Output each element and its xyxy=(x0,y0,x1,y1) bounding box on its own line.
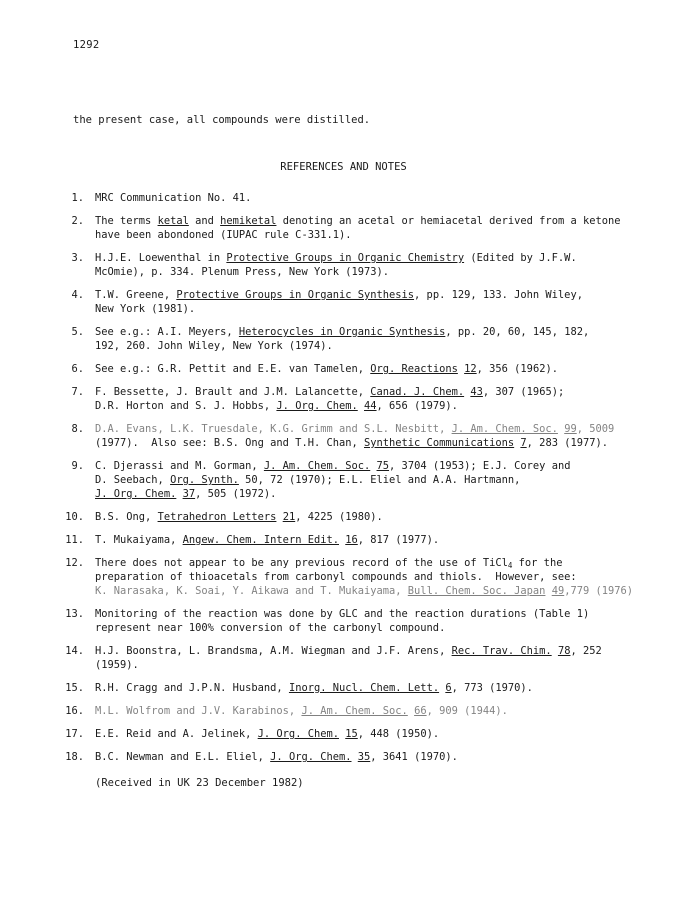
reference-text: , 3641 (1970). xyxy=(370,751,458,763)
citation-underlined-text: Protective Groups in Organic Chemistry xyxy=(226,252,465,264)
citation-underlined-text: Org. Synth. xyxy=(170,474,239,486)
citation-underlined-text: 15 xyxy=(345,728,358,740)
reference-number: 5. xyxy=(71,326,84,338)
reference-text: , 307 (1965); xyxy=(482,386,565,398)
reference-item xyxy=(58,459,648,501)
reference-text: B.S. Ong, xyxy=(95,511,158,523)
reference-item xyxy=(58,681,648,695)
reference-line xyxy=(95,704,648,718)
reference-text: , 5009 xyxy=(576,423,615,435)
reference-text: , 909 (1944). xyxy=(426,705,508,717)
citation-underlined-text: Org. Reactions xyxy=(370,363,458,375)
reference-line xyxy=(95,658,648,672)
reference-text: McOmie), p. 334. Plenum Press, New York (1973). xyxy=(95,266,390,278)
reference-number: 8. xyxy=(71,423,84,435)
reference-text: Monitoring of the reaction was done by GLC and the reaction durations (Table 1) xyxy=(95,608,590,620)
reference-text: 192, 260. John Wiley, New York (1974). xyxy=(95,340,333,352)
reference-text: , 252 xyxy=(570,645,602,657)
reference-text: (1977). Also see: B.S. Ong and T.H. Chan, xyxy=(95,437,364,449)
reference-line xyxy=(95,556,648,570)
citation-underlined-text: 6 xyxy=(445,682,452,694)
reference-text: have been abondoned (IUPAC rule C-331.1). xyxy=(95,229,352,241)
reference-number: 15. xyxy=(65,682,84,694)
reference-number: 10. xyxy=(65,511,84,523)
reference-item xyxy=(58,607,648,635)
reference-text: D. Seebach, xyxy=(95,474,171,486)
reference-number: 17. xyxy=(65,728,84,740)
reference-item xyxy=(58,556,648,598)
reference-text: T. Mukaiyama, xyxy=(95,534,183,546)
reference-text: New York (1981). xyxy=(95,303,196,315)
citation-underlined-text: J. Am. Chem. Soc. xyxy=(301,705,408,717)
citation-underlined-text: 21 xyxy=(282,511,296,523)
reference-text: H.J.E. Loewenthal in xyxy=(95,252,227,264)
reference-text: , 283 (1977). xyxy=(526,437,608,449)
reference-line xyxy=(95,621,648,635)
reference-number: 4. xyxy=(71,289,84,301)
reference-text: , 448 (1950). xyxy=(357,728,440,740)
reference-line xyxy=(95,325,648,339)
reference-text: T.W. Greene, xyxy=(95,289,177,301)
reference-text: See e.g.: G.R. Pettit and E.E. van Tamelen, xyxy=(95,363,371,375)
reference-line xyxy=(95,570,648,584)
reference-number: 7. xyxy=(71,386,84,398)
citation-underlined-text: Canad. J. Chem. xyxy=(370,386,465,398)
reference-number: 12. xyxy=(65,557,84,569)
reference-text: , 505 (1972). xyxy=(195,488,277,500)
reference-line xyxy=(95,487,648,501)
citation-underlined-text: 16 xyxy=(345,534,358,546)
reference-line xyxy=(95,362,648,376)
citation-underlined-text: 37 xyxy=(182,488,196,500)
reference-line xyxy=(95,533,648,547)
citation-underlined-text: 66 xyxy=(414,705,427,717)
reference-text: E.E. Reid and A. Jelinek, xyxy=(95,728,258,740)
citation-underlined-text: Angew. Chem. Intern Edit. xyxy=(182,534,339,546)
reference-line xyxy=(95,422,648,436)
reference-line xyxy=(95,436,648,450)
subscript-text: 4 xyxy=(507,561,513,570)
citation-underlined-text: 78 xyxy=(557,645,571,657)
reference-text: 50, 72 (1970); E.L. Eliel and A.A. Hartmann, xyxy=(238,474,521,486)
reference-item xyxy=(58,362,648,376)
received-note: (Received in UK 23 December 1982) xyxy=(95,777,304,789)
reference-item xyxy=(58,644,648,672)
citation-underlined-text: ketal xyxy=(157,215,189,227)
reference-number: 13. xyxy=(65,608,84,620)
reference-text: K. Narasaka, K. Soai, Y. Aikawa and T. Mukaiyama, xyxy=(95,585,408,597)
reference-text: R.H. Cragg and J.P.N. Husband, xyxy=(95,682,289,694)
citation-underlined-text: 35 xyxy=(357,751,371,763)
reference-line xyxy=(95,385,648,399)
reference-text: H.J. Boonstra, L. Brandsma, A.M. Wiegman and J.F. Arens, xyxy=(95,645,452,657)
reference-line xyxy=(95,607,648,621)
citation-underlined-text: J. Org. Chem. xyxy=(257,728,339,740)
reference-line xyxy=(95,644,648,658)
citation-underlined-text: J. Org. Chem. xyxy=(276,400,358,412)
citation-underlined-text: Heterocycles in Organic Synthesis xyxy=(238,326,446,338)
reference-item xyxy=(58,288,648,316)
reference-line xyxy=(95,727,648,741)
citation-underlined-text: J. Am. Chem. Soc. xyxy=(263,460,371,472)
reference-line xyxy=(95,681,648,695)
reference-line xyxy=(95,288,648,302)
reference-text: (Edited by J.F.W. xyxy=(464,252,577,264)
reference-number: 14. xyxy=(65,645,84,657)
reference-text: , 4225 (1980). xyxy=(295,511,383,523)
page-number: 1292 xyxy=(73,39,100,51)
citation-underlined-text: J. Am. Chem. Soc. xyxy=(451,423,558,435)
citation-underlined-text: 75 xyxy=(376,460,390,472)
reference-text: denoting an acetal or hemiacetal derived from a ketone xyxy=(276,215,621,227)
reference-text: , 3704 (1953); E.J. Corey and xyxy=(389,460,571,472)
reference-line xyxy=(95,459,648,473)
citation-underlined-text: Bull. Chem. Soc. Japan xyxy=(407,585,546,597)
reference-text: M.L. Wolfrom and J.V. Karabinos, xyxy=(95,705,302,717)
reference-number: 2. xyxy=(71,215,84,227)
reference-text: See e.g.: A.I. Meyers, xyxy=(95,326,239,338)
citation-underlined-text: 99 xyxy=(564,423,577,435)
reference-line xyxy=(95,214,648,228)
citation-underlined-text: Protective Groups in Organic Synthesis xyxy=(176,289,415,301)
reference-text: F. Bessette, J. Brault and J.M. Lalancette, xyxy=(95,386,371,398)
reference-item xyxy=(58,510,648,524)
reference-text: represent near 100% conversion of the carbonyl compound. xyxy=(95,622,446,634)
citation-underlined-text: Synthetic Communications xyxy=(364,437,515,449)
reference-item xyxy=(58,251,648,279)
citation-underlined-text: 7 xyxy=(520,437,527,449)
reference-number: 18. xyxy=(65,751,84,763)
references-heading: REFERENCES AND NOTES xyxy=(280,161,407,173)
reference-text: , 356 (1962). xyxy=(476,363,558,375)
reference-line xyxy=(95,251,648,265)
citation-underlined-text: Rec. Trav. Chim. xyxy=(451,645,552,657)
reference-item xyxy=(58,704,648,718)
citation-underlined-text: 44 xyxy=(364,400,377,412)
reference-number: 9. xyxy=(71,460,84,472)
reference-line xyxy=(95,584,648,598)
citation-underlined-text: Inorg. Nucl. Chem. Lett. xyxy=(288,682,440,694)
citation-underlined-text: 43 xyxy=(470,386,483,398)
reference-number: 11. xyxy=(65,534,84,546)
reference-line xyxy=(95,265,648,279)
reference-text: The terms xyxy=(95,215,158,227)
reference-line xyxy=(95,302,648,316)
citation-underlined-text: 49 xyxy=(551,585,565,597)
reference-number: 6. xyxy=(71,363,84,375)
reference-item xyxy=(58,191,648,205)
reference-line xyxy=(95,473,648,487)
citation-underlined-text: Tetrahedron Letters xyxy=(157,511,277,523)
reference-item xyxy=(58,325,648,353)
reference-text: preparation of thioacetals from carbonyl compounds and thiols. However, see: xyxy=(95,571,577,583)
reference-list xyxy=(58,191,648,764)
reference-text: for the xyxy=(512,557,563,569)
reference-item xyxy=(58,214,648,242)
reference-text: , pp. 129, 133. John Wiley, xyxy=(414,289,583,301)
reference-line xyxy=(95,510,648,524)
reference-text: MRC Communication No. 41. xyxy=(95,192,252,204)
reference-text: , 817 (1977). xyxy=(357,534,440,546)
reference-text: ,779 (1976) xyxy=(564,585,634,597)
citation-underlined-text: 12 xyxy=(464,363,477,375)
reference-text: C. Djerassi and M. Gorman, xyxy=(95,460,264,472)
reference-item xyxy=(58,385,648,413)
reference-line xyxy=(95,339,648,353)
lead-text: the present case, all compounds were distilled. xyxy=(73,114,371,126)
reference-line xyxy=(95,399,648,413)
reference-text: , pp. 20, 60, 145, 182, xyxy=(445,326,590,338)
reference-line xyxy=(95,191,648,205)
reference-text: (1959). xyxy=(95,659,139,671)
reference-text: D.A. Evans, L.K. Truesdale, K.G. Grimm and S.L. Nesbitt, xyxy=(95,423,452,435)
citation-underlined-text: hemiketal xyxy=(220,215,277,227)
reference-item xyxy=(58,422,648,450)
reference-item xyxy=(58,750,648,764)
reference-line xyxy=(95,750,648,764)
citation-underlined-text: J. Org. Chem. xyxy=(95,488,177,500)
reference-number: 3. xyxy=(71,252,84,264)
citation-underlined-text: J. Org. Chem. xyxy=(270,751,352,763)
reference-text: and xyxy=(188,215,221,227)
reference-text: There does not appear to be any previous record of the use of TiCl xyxy=(95,557,508,569)
reference-line xyxy=(95,228,648,242)
reference-text: , 773 (1970). xyxy=(451,682,533,694)
reference-text: , 656 (1979). xyxy=(376,400,458,412)
reference-text: B.C. Newman and E.L. Eliel, xyxy=(95,751,271,763)
reference-number: 1. xyxy=(71,192,84,204)
reference-item xyxy=(58,533,648,547)
reference-number: 16. xyxy=(65,705,84,717)
reference-text xyxy=(545,585,551,597)
reference-text: D.R. Horton and S. J. Hobbs, xyxy=(95,400,277,412)
reference-item xyxy=(58,727,648,741)
